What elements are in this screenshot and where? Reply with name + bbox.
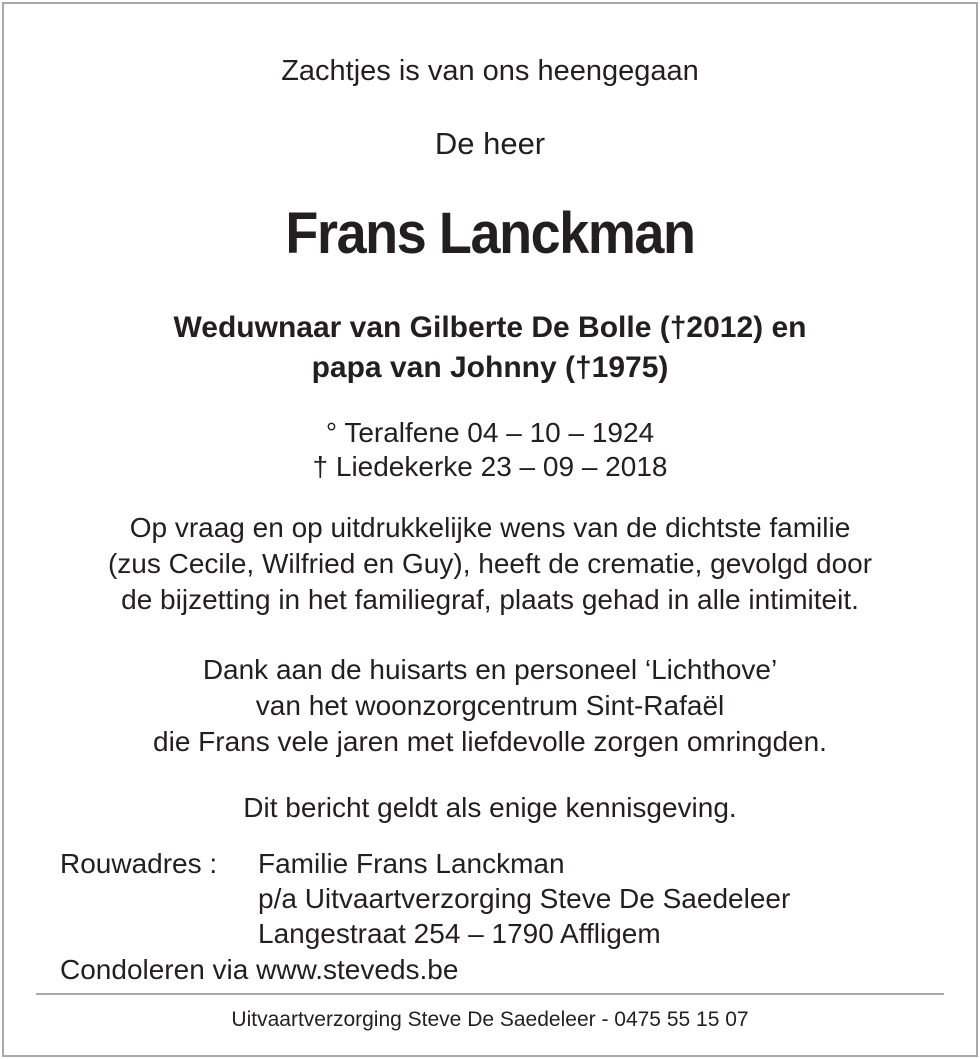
address-line: Langestraat 254 – 1790 Affligem <box>258 918 661 949</box>
life-dates <box>0 416 980 484</box>
address-line: p/a Uitvaartverzorging Steve De Saedeleer <box>258 883 791 914</box>
ceremony-paragraph <box>0 510 980 618</box>
notice-statement: Dit bericht geldt als enige kennisgeving. <box>243 792 737 823</box>
address-label: Rouwadres : <box>60 848 218 879</box>
relationship-line: papa van Johnny (†1975) <box>311 351 669 384</box>
death-date: † Liedekerke 23 – 09 – 2018 <box>312 451 668 482</box>
birth-date: ° Teralfene 04 – 10 – 1924 <box>325 417 655 448</box>
paragraph-line: van het woonzorgcentrum Sint-Rafaël <box>255 690 725 721</box>
paragraph-line: Op vraag en op uitdrukkelijke wens van de dichtste familie <box>129 512 851 543</box>
relationship-line: Weduwnaar van Gilberte De Bolle (†2012) en <box>173 311 807 344</box>
paragraph-line: de bijzetting in het familiegraf, plaats gehad in alle intimiteit. <box>121 584 859 615</box>
relationship-text <box>0 308 980 388</box>
deceased-name: Frans Lanckman <box>285 201 695 266</box>
mourning-address <box>60 846 790 951</box>
honorific: De heer <box>434 126 546 161</box>
paragraph-line: (zus Cecile, Wilfried en Guy), heeft de crematie, gevolgd door <box>107 548 873 579</box>
thanks-paragraph <box>0 652 980 760</box>
footer-divider <box>36 993 944 995</box>
paragraph-line: die Frans vele jaren met liefdevolle zorgen omringden. <box>153 726 827 757</box>
condolences-text: Condoleren via www.steveds.be <box>60 954 459 985</box>
paragraph-line: Dank aan de huisarts en personeel ‘Lichthove’ <box>202 654 778 685</box>
intro-text: Zachtjes is van ons heengegaan <box>281 55 699 87</box>
address-line: Familie Frans Lanckman <box>258 848 565 879</box>
funeral-home-footer: Uitvaartverzorging Steve De Saedeleer - 0475 55 15 07 <box>231 1008 749 1031</box>
